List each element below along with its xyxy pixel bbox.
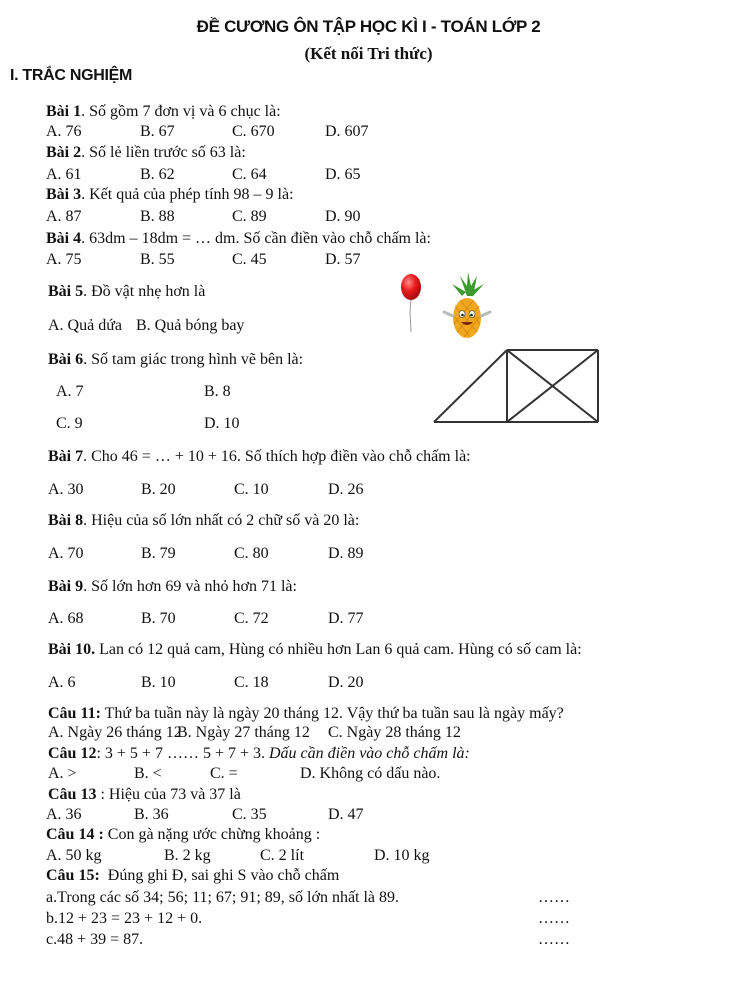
option-c[interactable]: C. 72 (234, 610, 269, 627)
option-c[interactable]: C. 80 (234, 545, 269, 562)
option-a[interactable]: A. Quả dứa (48, 317, 122, 334)
option-d[interactable]: D. 607 (325, 123, 369, 140)
option-d[interactable]: D. 26 (328, 481, 364, 498)
question-label: Câu 14 : (46, 826, 104, 843)
option-d[interactable]: D. Không có dấu nào. (300, 765, 441, 782)
question-text: Đúng ghi Đ, sai ghi S vào chỗ chấm (99, 867, 340, 884)
question-label: Bài 9 (48, 578, 84, 595)
option-a[interactable]: A. Ngày 26 tháng 12 (48, 724, 182, 741)
document-title: ĐỀ CƯƠNG ÔN TẬP HỌC KÌ I - TOÁN LỚP 2 (196, 17, 541, 36)
option-a[interactable]: A. 6 (48, 674, 76, 691)
question-1 (46, 103, 281, 121)
option-a[interactable]: A. 68 (48, 610, 84, 627)
question-text: . Đồ vật nhẹ hơn là (83, 283, 206, 300)
triangle-figure (430, 346, 602, 426)
question-text: . Số tam giác trong hình vẽ bên là: (83, 351, 304, 368)
option-b[interactable]: B. < (134, 765, 162, 782)
document-subtitle: (Kết nối Tri thức) (304, 44, 433, 63)
option-d[interactable]: D. 65 (325, 166, 361, 183)
question-label: Bài 7 (48, 448, 84, 465)
option-c[interactable]: C. 9 (56, 415, 83, 432)
option-c[interactable]: C. 89 (232, 208, 267, 225)
option-c[interactable]: C. = (210, 765, 238, 782)
question-label: Bài 5 (48, 283, 84, 300)
question-label: Bài 4 (46, 230, 82, 247)
option-a[interactable]: A. 50 kg (46, 847, 102, 864)
question-text: . 63dm – 18dm = … dm. Số cần điền vào chỗ chấm là: (81, 230, 431, 247)
option-d[interactable]: D. 20 (328, 674, 364, 691)
question-11 (48, 705, 564, 723)
section-heading: I. TRẮC NGHIỆM (10, 67, 133, 84)
option-c[interactable]: C. 35 (232, 806, 267, 823)
question-3 (46, 186, 294, 204)
option-c[interactable]: C. 670 (232, 123, 275, 140)
question-13 (48, 786, 241, 804)
question-4 (46, 230, 431, 248)
pineapple-leaves (452, 272, 484, 296)
option-a[interactable]: A. 30 (48, 481, 84, 498)
question-12 (48, 745, 470, 763)
statement-b: b.12 + 23 = 23 + 12 + 0. (46, 910, 203, 927)
option-d[interactable]: D. 10 (204, 415, 240, 432)
option-b[interactable]: B. 8 (204, 383, 231, 400)
question-10 (48, 641, 582, 659)
option-c[interactable]: C. 45 (232, 251, 267, 268)
question-label: Bài 1 (46, 103, 82, 120)
option-d[interactable]: D. 57 (325, 251, 361, 268)
option-c[interactable]: C. Ngày 28 tháng 12 (328, 724, 461, 741)
option-a[interactable]: A. 87 (46, 208, 82, 225)
question-label: Bài 2 (46, 144, 82, 161)
option-a[interactable]: A. 61 (46, 166, 82, 183)
option-c[interactable]: C. 64 (232, 166, 267, 183)
question-2 (46, 144, 246, 162)
question-9 (48, 578, 297, 596)
question-text: . Hiệu của số lớn nhất có 2 chữ số và 20 là: (83, 512, 360, 529)
option-b[interactable]: B. 20 (141, 481, 176, 498)
option-b[interactable]: B. 79 (141, 545, 176, 562)
option-d[interactable]: D. 77 (328, 610, 364, 627)
balloon-image (396, 272, 426, 334)
question-text: . Số lớn hơn 69 và nhỏ hơn 71 là: (83, 578, 297, 595)
option-b[interactable]: B. 67 (140, 123, 175, 140)
option-c[interactable]: C. 2 lít (260, 847, 305, 864)
question-label: Bài 10. (48, 641, 96, 658)
option-b[interactable]: B. 62 (140, 166, 175, 183)
question-5 (48, 283, 205, 301)
question-14 (46, 826, 320, 844)
option-a[interactable]: A. 70 (48, 545, 84, 562)
question-label: Câu 11: (48, 705, 101, 722)
answer-blank-c[interactable]: …… (538, 931, 570, 948)
option-d[interactable]: D. 89 (328, 545, 364, 562)
option-d[interactable]: D. 10 kg (374, 847, 430, 864)
question-text: : Hiệu của 73 và 37 là (96, 786, 241, 803)
option-a[interactable]: A. 75 (46, 251, 82, 268)
option-b[interactable]: B. 55 (140, 251, 175, 268)
balloon-body (401, 274, 421, 300)
option-b[interactable]: B. 2 kg (164, 847, 211, 864)
statement-a: a.Trong các số 34; 56; 11; 67; 91; 89, số lớn nhất là 89. (46, 889, 400, 906)
question-text: Con gà nặng ước chừng khoảng : (103, 826, 321, 843)
option-c[interactable]: C. 10 (234, 481, 269, 498)
answer-blank-b[interactable]: …… (538, 910, 570, 927)
option-b[interactable]: B. 10 (141, 674, 176, 691)
question-15 (46, 867, 339, 885)
question-instruction: Dấu cần điền vào chỗ chấm là: (269, 745, 470, 762)
question-text: Lan có 12 quả cam, Hùng có nhiều hơn Lan 6 quả cam. Hùng có số cam là: (95, 641, 582, 658)
figure-line (434, 350, 507, 422)
question-text: . Số lẻ liền trước số 63 là: (81, 144, 246, 161)
question-text: . Số gồm 7 đơn vị và 6 chục là: (81, 103, 281, 120)
option-d[interactable]: D. 47 (328, 806, 364, 823)
question-label: Câu 12 (48, 745, 97, 762)
option-b[interactable]: B. Quả bóng bay (136, 317, 245, 334)
question-label: Bài 8 (48, 512, 84, 529)
question-label: Bài 6 (48, 351, 84, 368)
question-6 (48, 351, 303, 369)
option-d[interactable]: D. 90 (325, 208, 361, 225)
option-b[interactable]: B. Ngày 27 tháng 12 (177, 724, 310, 741)
answer-blank-a[interactable]: …… (538, 889, 570, 906)
option-c[interactable]: C. 18 (234, 674, 269, 691)
option-b[interactable]: B. 88 (140, 208, 175, 225)
statement-c: c.48 + 39 = 87. (46, 931, 144, 948)
pineapple-image (440, 270, 494, 342)
balloon-string (410, 300, 411, 332)
option-a[interactable]: A. 36 (46, 806, 82, 823)
question-8 (48, 512, 359, 530)
question-text: : 3 + 5 + 7 …… 5 + 7 + 3. (96, 745, 269, 762)
option-a[interactable]: A. 76 (46, 123, 82, 140)
option-b[interactable]: B. 36 (134, 806, 169, 823)
option-a[interactable]: A. > (48, 765, 77, 782)
question-label: Bài 3 (46, 186, 82, 203)
question-label: Câu 13 (48, 786, 97, 803)
option-a[interactable]: A. 7 (56, 383, 84, 400)
option-b[interactable]: B. 70 (141, 610, 176, 627)
question-text: . Kết quả của phép tính 98 – 9 là: (81, 186, 294, 203)
question-text: Thứ ba tuần này là ngày 20 tháng 12. Vậy thứ ba tuần sau là ngày mấy? (100, 705, 564, 722)
question-7 (48, 448, 471, 466)
question-label: Câu 15: (46, 867, 100, 884)
question-text: . Cho 46 = … + 10 + 16. Số thích hợp điền vào chỗ chấm là: (83, 448, 471, 465)
